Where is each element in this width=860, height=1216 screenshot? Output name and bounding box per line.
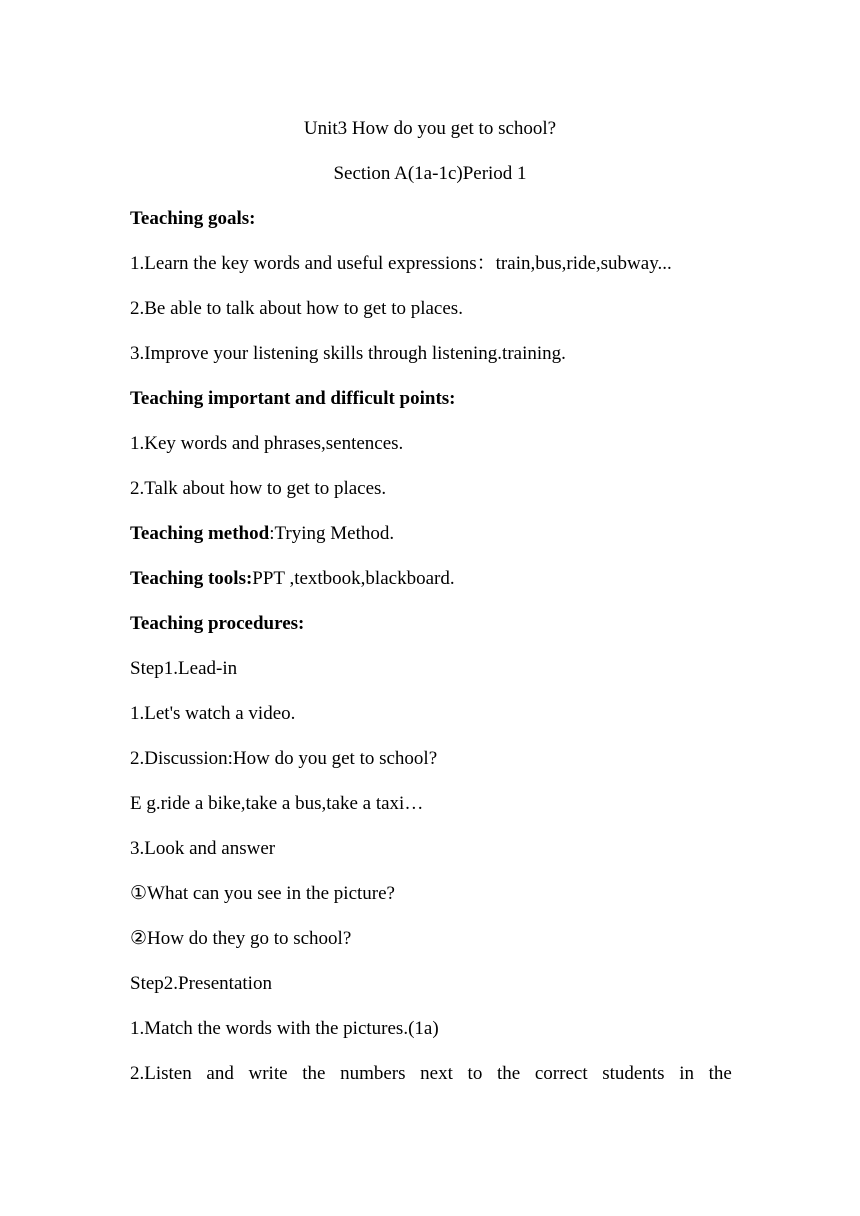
teaching-method (130, 522, 732, 546)
teaching-method-value: :Trying Method. (269, 523, 395, 544)
goals-heading: Teaching goals: (130, 208, 256, 229)
step1-item: E g.ride a bike,take a bus,take a taxi… (130, 793, 424, 814)
word: 2.Listen (130, 1063, 192, 1084)
word: the (708, 1063, 732, 1084)
teaching-tools-label: Teaching tools: (130, 568, 253, 589)
goal-item: 2.Be able to talk about how to get to places. (130, 298, 463, 319)
word: and (206, 1063, 234, 1084)
step2-item: 1.Match the words with the pictures.(1a) (130, 1018, 439, 1039)
word: write (248, 1063, 288, 1084)
teaching-tools (130, 567, 732, 591)
step1-heading: Step1.Lead-in (130, 658, 238, 679)
word: in (679, 1063, 694, 1084)
point-item: 2.Talk about how to get to places. (130, 478, 387, 499)
step1-item: ②How do they go to school? (130, 928, 352, 949)
step1-item: 1.Let's watch a video. (130, 703, 296, 724)
teaching-method-label: Teaching method (130, 523, 270, 544)
step1-item: 3.Look and answer (130, 838, 276, 859)
step1-item: 2.Discussion:How do you get to school? (130, 748, 438, 769)
word: numbers (340, 1063, 406, 1084)
step2-heading: Step2.Presentation (130, 973, 272, 994)
word: the (496, 1063, 521, 1084)
point-item: 1.Key words and phrases,sentences. (130, 433, 404, 454)
document-subtitle: Section A(1a-1c)Period 1 (333, 163, 527, 184)
word: students (602, 1063, 665, 1084)
word: correct (534, 1063, 588, 1084)
points-heading: Teaching important and difficult points: (130, 388, 456, 409)
procedures-heading: Teaching procedures: (130, 613, 305, 634)
word: next (420, 1063, 453, 1084)
word: to (467, 1063, 483, 1084)
teaching-tools-value: PPT ,textbook,blackboard. (252, 568, 455, 589)
step2-item-justified (130, 1062, 732, 1086)
goal-item: 3.Improve your listening skills through listening.training. (130, 343, 566, 364)
document-title: Unit3 How do you get to school? (303, 118, 557, 139)
goal-item: 1.Learn the key words and useful expressions：train,bus,ride,subway... (130, 253, 672, 274)
step1-item: ①What can you see in the picture? (130, 883, 395, 904)
word: the (302, 1063, 326, 1084)
